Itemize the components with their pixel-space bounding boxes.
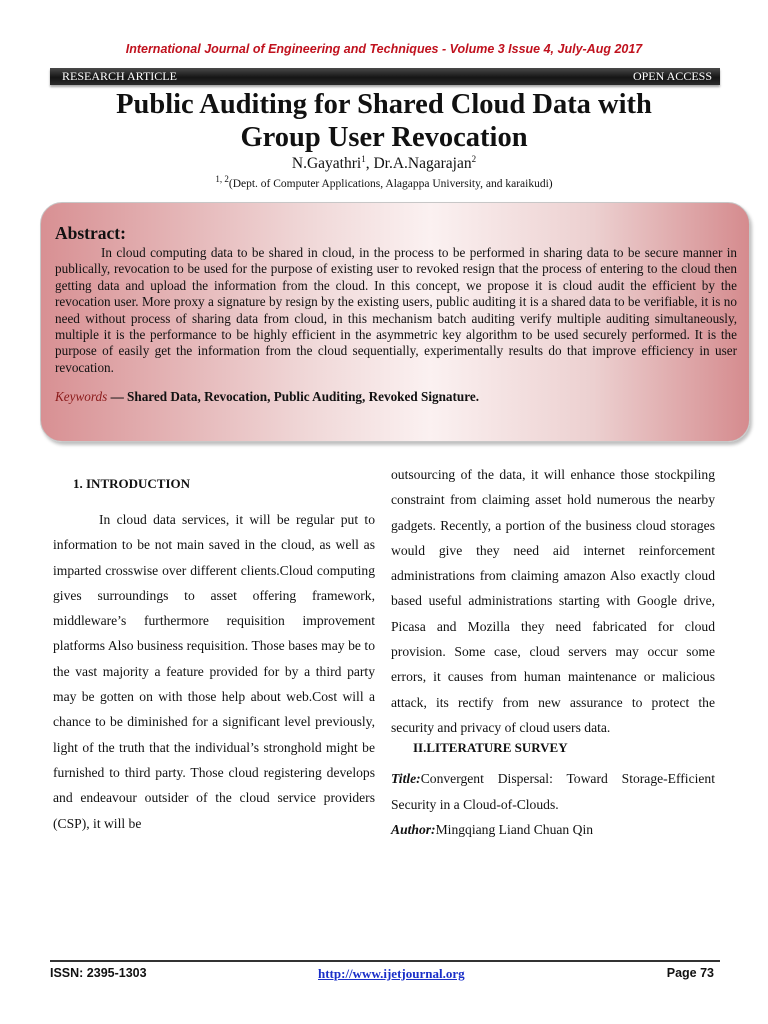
journal-link[interactable]: http://www.ijetjournal.org (318, 966, 465, 981)
literature-title-value: Convergent Dispersal: Toward Storage-Efficient Security in a Cloud-of-Clouds. (391, 771, 715, 812)
affiliation-text: (Dept. of Computer Applications, Alagappa University, and karaikudi) (228, 177, 553, 190)
page-number: Page 73 (666, 966, 714, 980)
keywords-line (55, 389, 737, 405)
research-article-label: RESEARCH ARTICLE (62, 69, 177, 83)
introduction-heading: 1. INTRODUCTION (73, 476, 191, 491)
paper-title-line1: Public Auditing for Shared Cloud Data with (116, 89, 652, 120)
literature-author (391, 817, 715, 842)
author-2: Dr.A.Nagarajan (373, 155, 472, 173)
footer-divider (50, 960, 720, 962)
paper-title (0, 88, 768, 154)
introduction-text: In cloud data services, it will be regular put to information to be not main saved in the cloud, as well as imparted crosswise over different clients.Cloud computing gives surroundings to asset offering framework, middleware’s furthermore requisition improvement platforms Also business requisition. Those bases may be to the vast majority a feature provided for by a third party may be gotten on with those help about web.Cost will a chance to be diminished for a significant level previously, light of the truth that the individual’s stronghold might be furnished to third party. Those cloud registering develops and endeavour outsider of the cloud service providers (CSP), it will be (53, 512, 375, 831)
literature-title (391, 766, 715, 817)
abstract-heading: Abstract: (55, 223, 126, 243)
author-separator: , (365, 155, 374, 173)
page-footer (50, 966, 720, 984)
author-1-sup: 1 (361, 154, 366, 164)
author-2-sup: 2 (471, 154, 477, 164)
keywords-separator: — (107, 389, 128, 405)
journal-header: International Journal of Engineering and Techniques - Volume 3 Issue 4, July-Aug 2017 (125, 42, 643, 56)
article-ribbon (50, 68, 720, 85)
issn-label: ISSN: 2395-1303 (50, 966, 147, 980)
keywords-label: Keywords (55, 389, 108, 405)
literature-title-label: Title: (391, 771, 421, 787)
abstract-text: In cloud computing data to be shared in cloud, in the process to be performed in sharing data to be secure manner in publically, revocation to be used for the purpose of existing user to revoked resign that the process of entering to the cloud then getting data and upload the information from the cloud. In this concept, we propose it is cloud audit the efficient by the revocation user. More proxy a signature by resign by the existing users, public auditing it is a shared data to be verifiable, it is no need without process of sharing data from cloud, in this mechanism batch auditing verify multiple auditing simultaneously, multiple it is the performance to be highly efficient in the asymmetric key algorithm to be used securely performed. It is the purpose of easily get the information from the cloud sequentially, experimentally results do that improve efficiency in user revocation. (55, 245, 737, 375)
keywords-values: Shared Data, Revocation, Public Auditing, Revoked Signature. (127, 389, 479, 405)
left-column (53, 466, 375, 836)
literature-author-value: Mingqiang Liand Chuan Qin (435, 821, 594, 837)
abstract-box (40, 202, 750, 442)
affiliation-sup: 1, 2 (215, 174, 229, 184)
literature-author-label: Author: (391, 821, 436, 837)
introduction-continued: outsourcing of the data, it will enhance those stockpiling constraint from claiming asset hold numerous the nearby gadgets. Recently, a portion of the business cloud storages would give they need aid internet reinforcement administrations from claiming amazon Also exactly cloud based useful administrations starting with Google drive, Picasa and Mozilla they need fabricated for cloud provision. Some case, cloud servers may occur some errors, it causes from human maintenance or malicious attack, its rectify from new assurance to protect the security and privacy of cloud users data. (391, 467, 715, 735)
author-list (0, 154, 768, 173)
right-column (391, 462, 715, 842)
author-1: N.Gayathri (291, 155, 362, 173)
open-access-label: OPEN ACCESS (632, 69, 712, 83)
literature-heading: II.LITERATURE SURVEY (413, 740, 568, 756)
paper-title-line2: Group User Revocation (240, 122, 528, 153)
affiliation (0, 174, 768, 190)
abstract-content (55, 223, 737, 405)
